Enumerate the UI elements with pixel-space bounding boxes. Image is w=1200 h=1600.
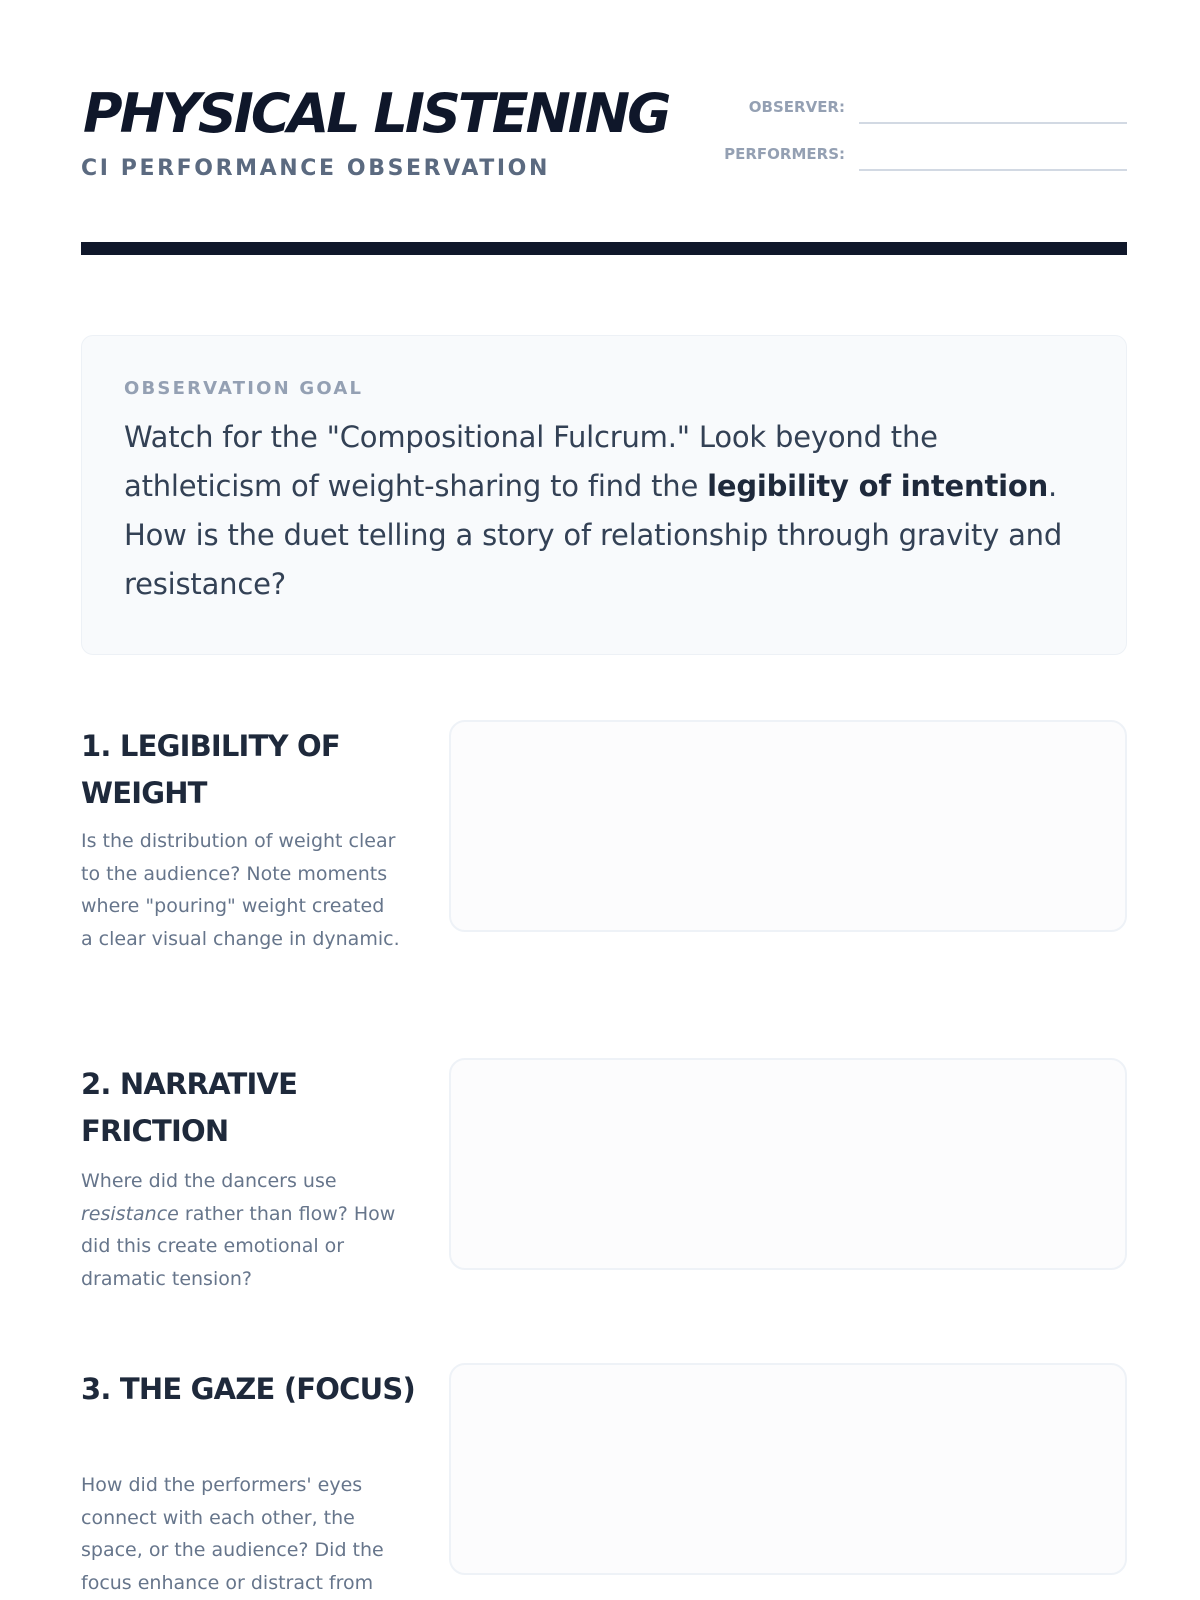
section-prompt-text: Where did the dancers use: [81, 1170, 337, 1192]
worksheet-subtitle: CI PERFORMANCE OBSERVATION: [81, 156, 550, 181]
goal-text-intro: Watch for the "Compositional Fulcrum." Look beyond the athleticism of weight-sharing to find the: [124, 420, 938, 503]
section-prompt-text: Is the distribution of weight clear to the audience? Note moments where "pouring" weight created a clear visual change in dynamic.: [81, 830, 400, 950]
performers-field-row: [705, 141, 1127, 171]
header-divider: [81, 242, 1127, 255]
answer-box-narrative-friction[interactable]: [449, 1058, 1127, 1270]
observer-field-row: [705, 94, 1127, 124]
worksheet-page: [81, 0, 1127, 1600]
observation-goal-text: [124, 413, 1086, 609]
worksheet-title: PHYSICAL LISTENING: [83, 82, 669, 145]
section-prompt-text-end: rather than flow? How did this create emotional or dramatic tension?: [81, 1202, 396, 1290]
observation-goal-label: OBSERVATION GOAL: [124, 378, 364, 399]
performers-label: PERFORMERS:: [724, 145, 845, 163]
section-prompt-emphasis: resistance: [81, 1202, 179, 1225]
goal-text-emphasis: legibility of intention: [707, 469, 1049, 503]
observation-goal-box: [81, 335, 1127, 655]
section-title: 2. NARRATIVE FRICTION: [81, 1067, 298, 1148]
section-title: 3. THE GAZE (FOCUS): [81, 1372, 415, 1406]
section-title: 1. LEGIBILITY OF WEIGHT: [81, 729, 340, 810]
worksheet-header: [81, 82, 1127, 202]
section-prompt: [81, 1165, 401, 1295]
answer-box-legibility-of-weight[interactable]: [449, 720, 1127, 932]
goal-text-question: . How is the duet telling a story of relationship through gravity and resistance?: [124, 469, 1063, 601]
section-prompt: [81, 1469, 401, 1599]
section-prompt-text: How did the performers' eyes connect with each other, the space, or the audience? Did the focus enhance or distract from: [81, 1474, 384, 1594]
performers-field[interactable]: [859, 141, 1127, 171]
answer-box-the-gaze[interactable]: [449, 1363, 1127, 1575]
observer-field[interactable]: [859, 94, 1127, 124]
section-prompt: [81, 825, 401, 955]
observer-label: OBSERVER:: [748, 98, 845, 116]
